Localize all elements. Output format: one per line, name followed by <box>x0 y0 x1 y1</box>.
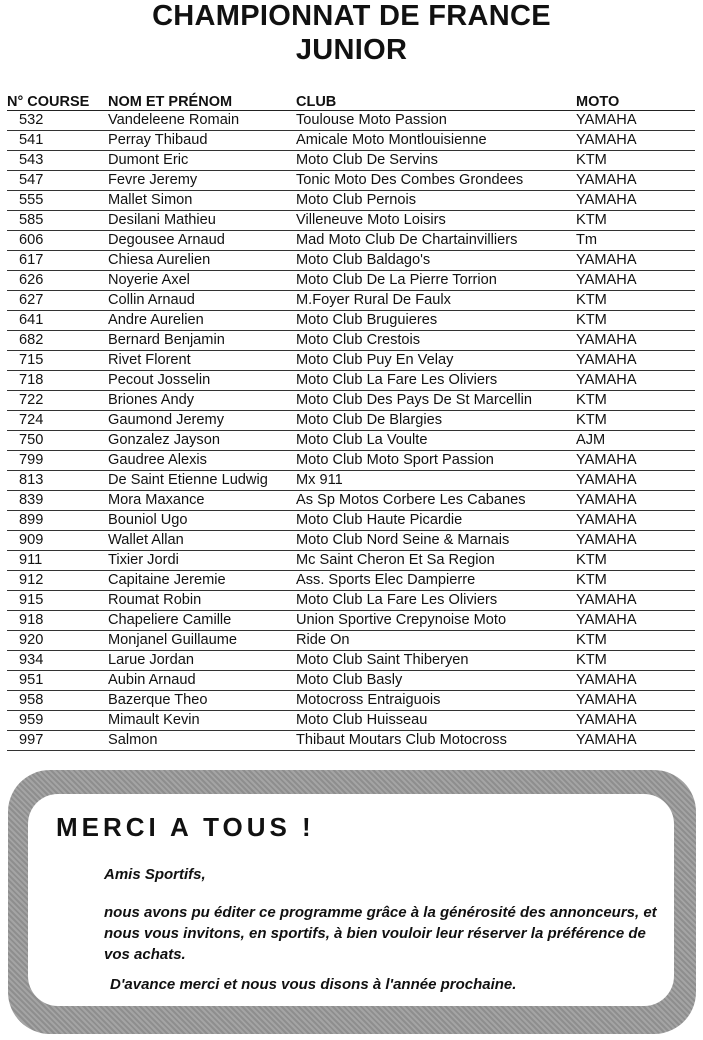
name-cell: Roumat Robin <box>108 591 296 611</box>
club-cell: Moto Club Nord Seine & Marnais <box>296 531 576 551</box>
table-row <box>7 491 695 511</box>
table-row <box>7 471 695 491</box>
page-title: CHAMPIONNAT DE FRANCE <box>152 0 551 32</box>
name-cell: Andre Aurelien <box>108 311 296 331</box>
moto-cell: YAMAHA <box>576 691 695 711</box>
name-cell: Collin Arnaud <box>108 291 296 311</box>
table-row <box>7 571 695 591</box>
course-number-cell: 724 <box>7 411 108 431</box>
moto-cell: KTM <box>576 551 695 571</box>
course-number-cell: 912 <box>7 571 108 591</box>
merci-frame <box>8 770 696 1034</box>
course-number-cell: 839 <box>7 491 108 511</box>
moto-cell: YAMAHA <box>576 351 695 371</box>
moto-cell: KTM <box>576 631 695 651</box>
name-cell: Chiesa Aurelien <box>108 251 296 271</box>
club-cell: Ass. Sports Elec Dampierre <box>296 571 576 591</box>
club-cell: Union Sportive Crepynoise Moto <box>296 611 576 631</box>
club-cell: Moto Club De Blargies <box>296 411 576 431</box>
course-number-cell: 934 <box>7 651 108 671</box>
moto-cell: YAMAHA <box>576 251 695 271</box>
moto-cell: YAMAHA <box>576 191 695 211</box>
club-cell: Moto Club Puy En Velay <box>296 351 576 371</box>
table-row <box>7 271 695 291</box>
course-number-cell: 541 <box>7 131 108 151</box>
name-cell: Aubin Arnaud <box>108 671 296 691</box>
course-number-cell: 606 <box>7 231 108 251</box>
results-table <box>7 89 695 751</box>
course-number-cell: 951 <box>7 671 108 691</box>
merci-greeting: Amis Sportifs, <box>104 866 206 883</box>
course-number-cell: 959 <box>7 711 108 731</box>
moto-cell: YAMAHA <box>576 731 695 751</box>
merci-body: nous avons pu éditer ce programme grâce à la générosité des annonceurs, et nous vous invitons, en sportifs, à bien vouloir leur réserver la préférence de vos achats. <box>104 904 657 963</box>
table-row <box>7 691 695 711</box>
course-number-cell: 626 <box>7 271 108 291</box>
table-row <box>7 611 695 631</box>
course-number-cell: 750 <box>7 431 108 451</box>
table-row <box>7 671 695 691</box>
page-subtitle: JUNIOR <box>295 34 408 66</box>
moto-cell: YAMAHA <box>576 671 695 691</box>
name-cell: Capitaine Jeremie <box>108 571 296 591</box>
table-row <box>7 631 695 651</box>
table-row <box>7 551 695 571</box>
moto-cell: YAMAHA <box>576 711 695 731</box>
table-row <box>7 331 695 351</box>
moto-cell: YAMAHA <box>576 471 695 491</box>
moto-cell: KTM <box>576 211 695 231</box>
club-cell: Moto Club Basly <box>296 671 576 691</box>
moto-cell: AJM <box>576 431 695 451</box>
name-cell: Fevre Jeremy <box>108 171 296 191</box>
name-cell: Bouniol Ugo <box>108 511 296 531</box>
table-row <box>7 371 695 391</box>
moto-cell: KTM <box>576 651 695 671</box>
course-number-cell: 722 <box>7 391 108 411</box>
club-cell: Moto Club La Voulte <box>296 431 576 451</box>
name-cell: Monjanel Guillaume <box>108 631 296 651</box>
club-cell: M.Foyer Rural De Faulx <box>296 291 576 311</box>
moto-cell: YAMAHA <box>576 371 695 391</box>
club-cell: Moto Club Des Pays De St Marcellin <box>296 391 576 411</box>
header-course-number: N° COURSE <box>7 89 108 111</box>
name-cell: Noyerie Axel <box>108 271 296 291</box>
table-row <box>7 211 695 231</box>
name-cell: Mallet Simon <box>108 191 296 211</box>
table-row <box>7 731 695 751</box>
course-number-cell: 715 <box>7 351 108 371</box>
club-cell: Moto Club Bruguieres <box>296 311 576 331</box>
name-cell: Briones Andy <box>108 391 296 411</box>
club-cell: Moto Club Saint Thiberyen <box>296 651 576 671</box>
name-cell: Bazerque Theo <box>108 691 296 711</box>
course-number-cell: 543 <box>7 151 108 171</box>
moto-cell: YAMAHA <box>576 111 695 131</box>
table-header-row <box>7 89 695 111</box>
table-row <box>7 531 695 551</box>
name-cell: Larue Jordan <box>108 651 296 671</box>
merci-panel <box>28 794 674 1006</box>
moto-cell: YAMAHA <box>576 451 695 471</box>
course-number-cell: 627 <box>7 291 108 311</box>
moto-cell: YAMAHA <box>576 491 695 511</box>
moto-cell: YAMAHA <box>576 531 695 551</box>
course-number-cell: 813 <box>7 471 108 491</box>
club-cell: Moto Club De La Pierre Torrion <box>296 271 576 291</box>
club-cell: Moto Club De Servins <box>296 151 576 171</box>
name-cell: Gaudree Alexis <box>108 451 296 471</box>
merci-closing: D'avance merci et nous vous disons à l'année prochaine. <box>110 976 517 993</box>
course-number-cell: 682 <box>7 331 108 351</box>
table-row <box>7 411 695 431</box>
name-cell: Desilani Mathieu <box>108 211 296 231</box>
moto-cell: YAMAHA <box>576 171 695 191</box>
club-cell: Moto Club La Fare Les Oliviers <box>296 591 576 611</box>
name-cell: Pecout Josselin <box>108 371 296 391</box>
name-cell: Chapeliere Camille <box>108 611 296 631</box>
table-row <box>7 251 695 271</box>
table-row <box>7 431 695 451</box>
moto-cell: KTM <box>576 411 695 431</box>
name-cell: Rivet Florent <box>108 351 296 371</box>
course-number-cell: 532 <box>7 111 108 131</box>
course-number-cell: 958 <box>7 691 108 711</box>
table-row <box>7 131 695 151</box>
table-row <box>7 711 695 731</box>
club-cell: Mx 911 <box>296 471 576 491</box>
moto-cell: KTM <box>576 311 695 331</box>
moto-cell: YAMAHA <box>576 511 695 531</box>
club-cell: As Sp Motos Corbere Les Cabanes <box>296 491 576 511</box>
course-number-cell: 911 <box>7 551 108 571</box>
name-cell: Gaumond Jeremy <box>108 411 296 431</box>
club-cell: Moto Club Haute Picardie <box>296 511 576 531</box>
name-cell: De Saint Etienne Ludwig <box>108 471 296 491</box>
course-number-cell: 617 <box>7 251 108 271</box>
name-cell: Tixier Jordi <box>108 551 296 571</box>
course-number-cell: 799 <box>7 451 108 471</box>
club-cell: Motocross Entraiguois <box>296 691 576 711</box>
club-cell: Villeneuve Moto Loisirs <box>296 211 576 231</box>
course-number-cell: 555 <box>7 191 108 211</box>
table-row <box>7 231 695 251</box>
name-cell: Bernard Benjamin <box>108 331 296 351</box>
course-number-cell: 718 <box>7 371 108 391</box>
club-cell: Moto Club La Fare Les Oliviers <box>296 371 576 391</box>
name-cell: Mimault Kevin <box>108 711 296 731</box>
name-cell: Salmon <box>108 731 296 751</box>
moto-cell: Tm <box>576 231 695 251</box>
club-cell: Mc Saint Cheron Et Sa Region <box>296 551 576 571</box>
club-cell: Moto Club Baldago's <box>296 251 576 271</box>
course-number-cell: 641 <box>7 311 108 331</box>
club-cell: Moto Club Huisseau <box>296 711 576 731</box>
name-cell: Dumont Eric <box>108 151 296 171</box>
club-cell: Toulouse Moto Passion <box>296 111 576 131</box>
merci-title: MERCI A TOUS ! <box>56 812 315 842</box>
club-cell: Thibaut Moutars Club Motocross <box>296 731 576 751</box>
name-cell: Perray Thibaud <box>108 131 296 151</box>
table-row <box>7 351 695 371</box>
club-cell: Moto Club Pernois <box>296 191 576 211</box>
moto-cell: YAMAHA <box>576 131 695 151</box>
course-number-cell: 915 <box>7 591 108 611</box>
table-row <box>7 291 695 311</box>
table-row <box>7 591 695 611</box>
course-number-cell: 547 <box>7 171 108 191</box>
moto-cell: KTM <box>576 391 695 411</box>
header-moto: MOTO <box>576 89 695 111</box>
moto-cell: YAMAHA <box>576 611 695 631</box>
name-cell: Wallet Allan <box>108 531 296 551</box>
name-cell: Degousee Arnaud <box>108 231 296 251</box>
table-row <box>7 391 695 411</box>
club-cell: Mad Moto Club De Chartainvilliers <box>296 231 576 251</box>
course-number-cell: 899 <box>7 511 108 531</box>
table-row <box>7 311 695 331</box>
table-row <box>7 651 695 671</box>
course-number-cell: 920 <box>7 631 108 651</box>
name-cell: Mora Maxance <box>108 491 296 511</box>
club-cell: Ride On <box>296 631 576 651</box>
moto-cell: KTM <box>576 291 695 311</box>
moto-cell: KTM <box>576 571 695 591</box>
table-row <box>7 111 695 131</box>
table-row <box>7 511 695 531</box>
table-row <box>7 171 695 191</box>
header-club: CLUB <box>296 89 576 111</box>
club-cell: Moto Club Crestois <box>296 331 576 351</box>
name-cell: Vandeleene Romain <box>108 111 296 131</box>
table-row <box>7 151 695 171</box>
club-cell: Moto Club Moto Sport Passion <box>296 451 576 471</box>
club-cell: Amicale Moto Montlouisienne <box>296 131 576 151</box>
moto-cell: YAMAHA <box>576 271 695 291</box>
course-number-cell: 997 <box>7 731 108 751</box>
moto-cell: YAMAHA <box>576 331 695 351</box>
table-body <box>7 111 695 751</box>
moto-cell: YAMAHA <box>576 591 695 611</box>
club-cell: Tonic Moto Des Combes Grondees <box>296 171 576 191</box>
course-number-cell: 918 <box>7 611 108 631</box>
moto-cell: KTM <box>576 151 695 171</box>
name-cell: Gonzalez Jayson <box>108 431 296 451</box>
header-name: NOM ET PRÉNOM <box>108 89 296 111</box>
table-row <box>7 191 695 211</box>
table-row <box>7 451 695 471</box>
course-number-cell: 909 <box>7 531 108 551</box>
course-number-cell: 585 <box>7 211 108 231</box>
